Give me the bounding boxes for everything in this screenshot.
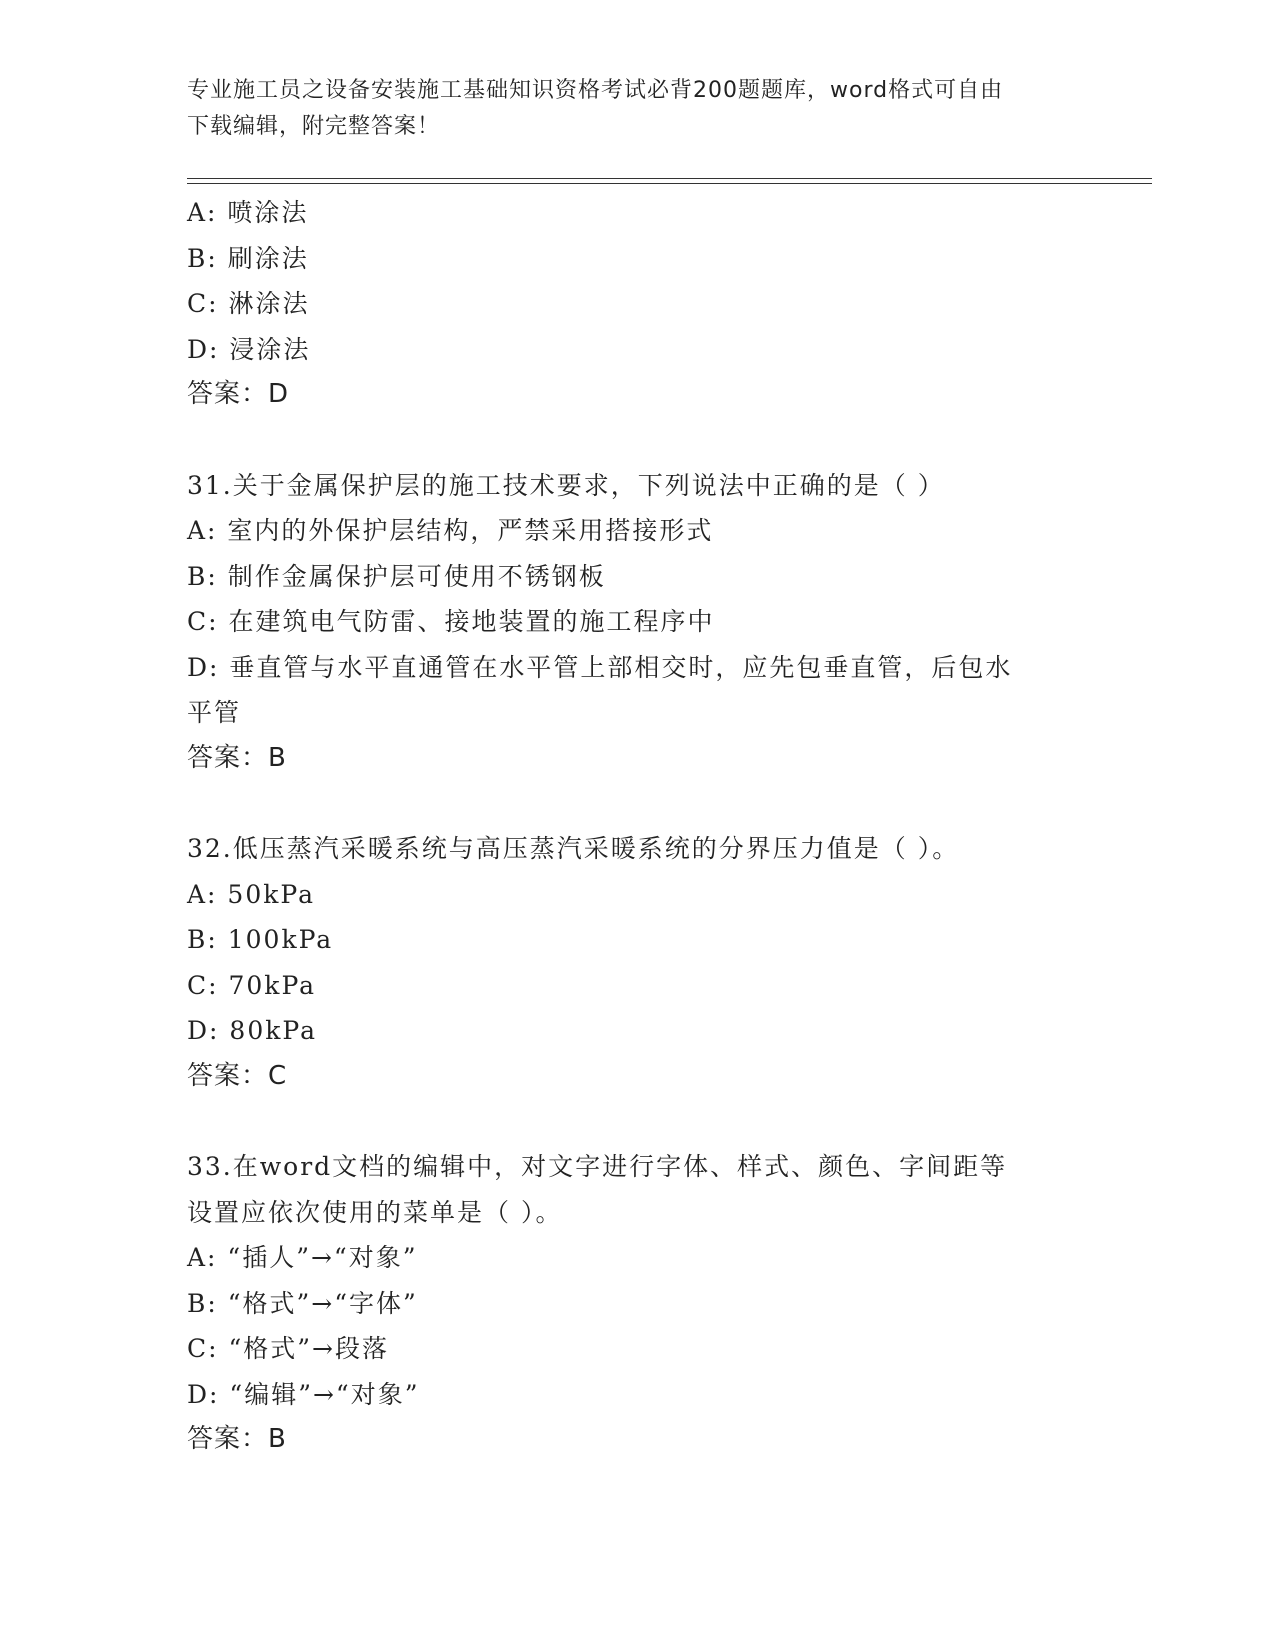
q31-option-d: D: 垂直管与水平直通管在水平管上部相交时，应先包垂直管，后包水 <box>187 652 1013 682</box>
question-33 <box>187 1144 1087 1463</box>
q31-option-d-continued: 平管 <box>187 698 242 727</box>
q32-option-c: C: 70kPa <box>187 970 317 1000</box>
q30-option-b: B: 刷涂法 <box>187 243 309 273</box>
q33-option-d: D: “编辑”→“对象” <box>187 1379 420 1409</box>
spacer <box>187 781 1087 826</box>
header-line-2: 下载编辑，附完整答案！ <box>187 114 441 139</box>
q33-answer: 答案：B <box>187 1424 287 1454</box>
q30-answer: 答案：D <box>187 379 290 409</box>
question-32 <box>187 826 1087 1099</box>
q30-option-a: A: 喷涂法 <box>187 198 309 227</box>
header-rule-top <box>187 178 1152 179</box>
q32-option-d: D: 80kPa <box>187 1016 317 1045</box>
q33-question-line-1: 33.在word文档的编辑中，对文字进行字体、样式、颜色、字间距等 <box>187 1152 1008 1181</box>
q31-option-c: C: 在建筑电气防雷、接地装置的施工程序中 <box>187 607 715 636</box>
q32-answer: 答案：C <box>187 1060 288 1091</box>
q31-option-b: B: 制作金属保护层可使用不锈钢板 <box>187 561 606 591</box>
q31-answer: 答案：B <box>187 742 287 773</box>
header-rule-bottom <box>187 183 1152 184</box>
document-header <box>187 73 1077 145</box>
q31-option-a: A: 室内的外保护层结构，严禁采用搭接形式 <box>187 516 714 545</box>
q33-question-line-2: 设置应依次使用的菜单是（ ）。 <box>187 1197 563 1227</box>
q32-option-b: B: 100kPa <box>187 925 334 954</box>
spacer <box>187 1099 1087 1144</box>
question-30 <box>187 190 1087 418</box>
q33-option-c: C: “格式”→段落 <box>187 1334 390 1363</box>
question-list <box>187 190 1087 1463</box>
q31-question: 31.关于金属保护层的施工技术要求，下列说法中正确的是（ ） <box>187 470 945 500</box>
q30-option-c: C: 淋涂法 <box>187 289 310 318</box>
q32-option-a: A: 50kPa <box>187 879 315 909</box>
q30-option-d: D: 浸涂法 <box>187 334 311 364</box>
q33-option-a: A: “插人”→“对象” <box>187 1243 418 1272</box>
question-31 <box>187 463 1087 782</box>
spacer <box>187 418 1087 463</box>
header-line-1: 专业施工员之设备安装施工基础知识资格考试必背200题题库，word格式可自由 <box>187 78 1004 103</box>
q32-question: 32.低压蒸汽采暖系统与高压蒸汽采暖系统的分界压力值是（ ）。 <box>187 834 960 863</box>
q33-option-b: B: “格式”→“字体” <box>187 1288 418 1318</box>
